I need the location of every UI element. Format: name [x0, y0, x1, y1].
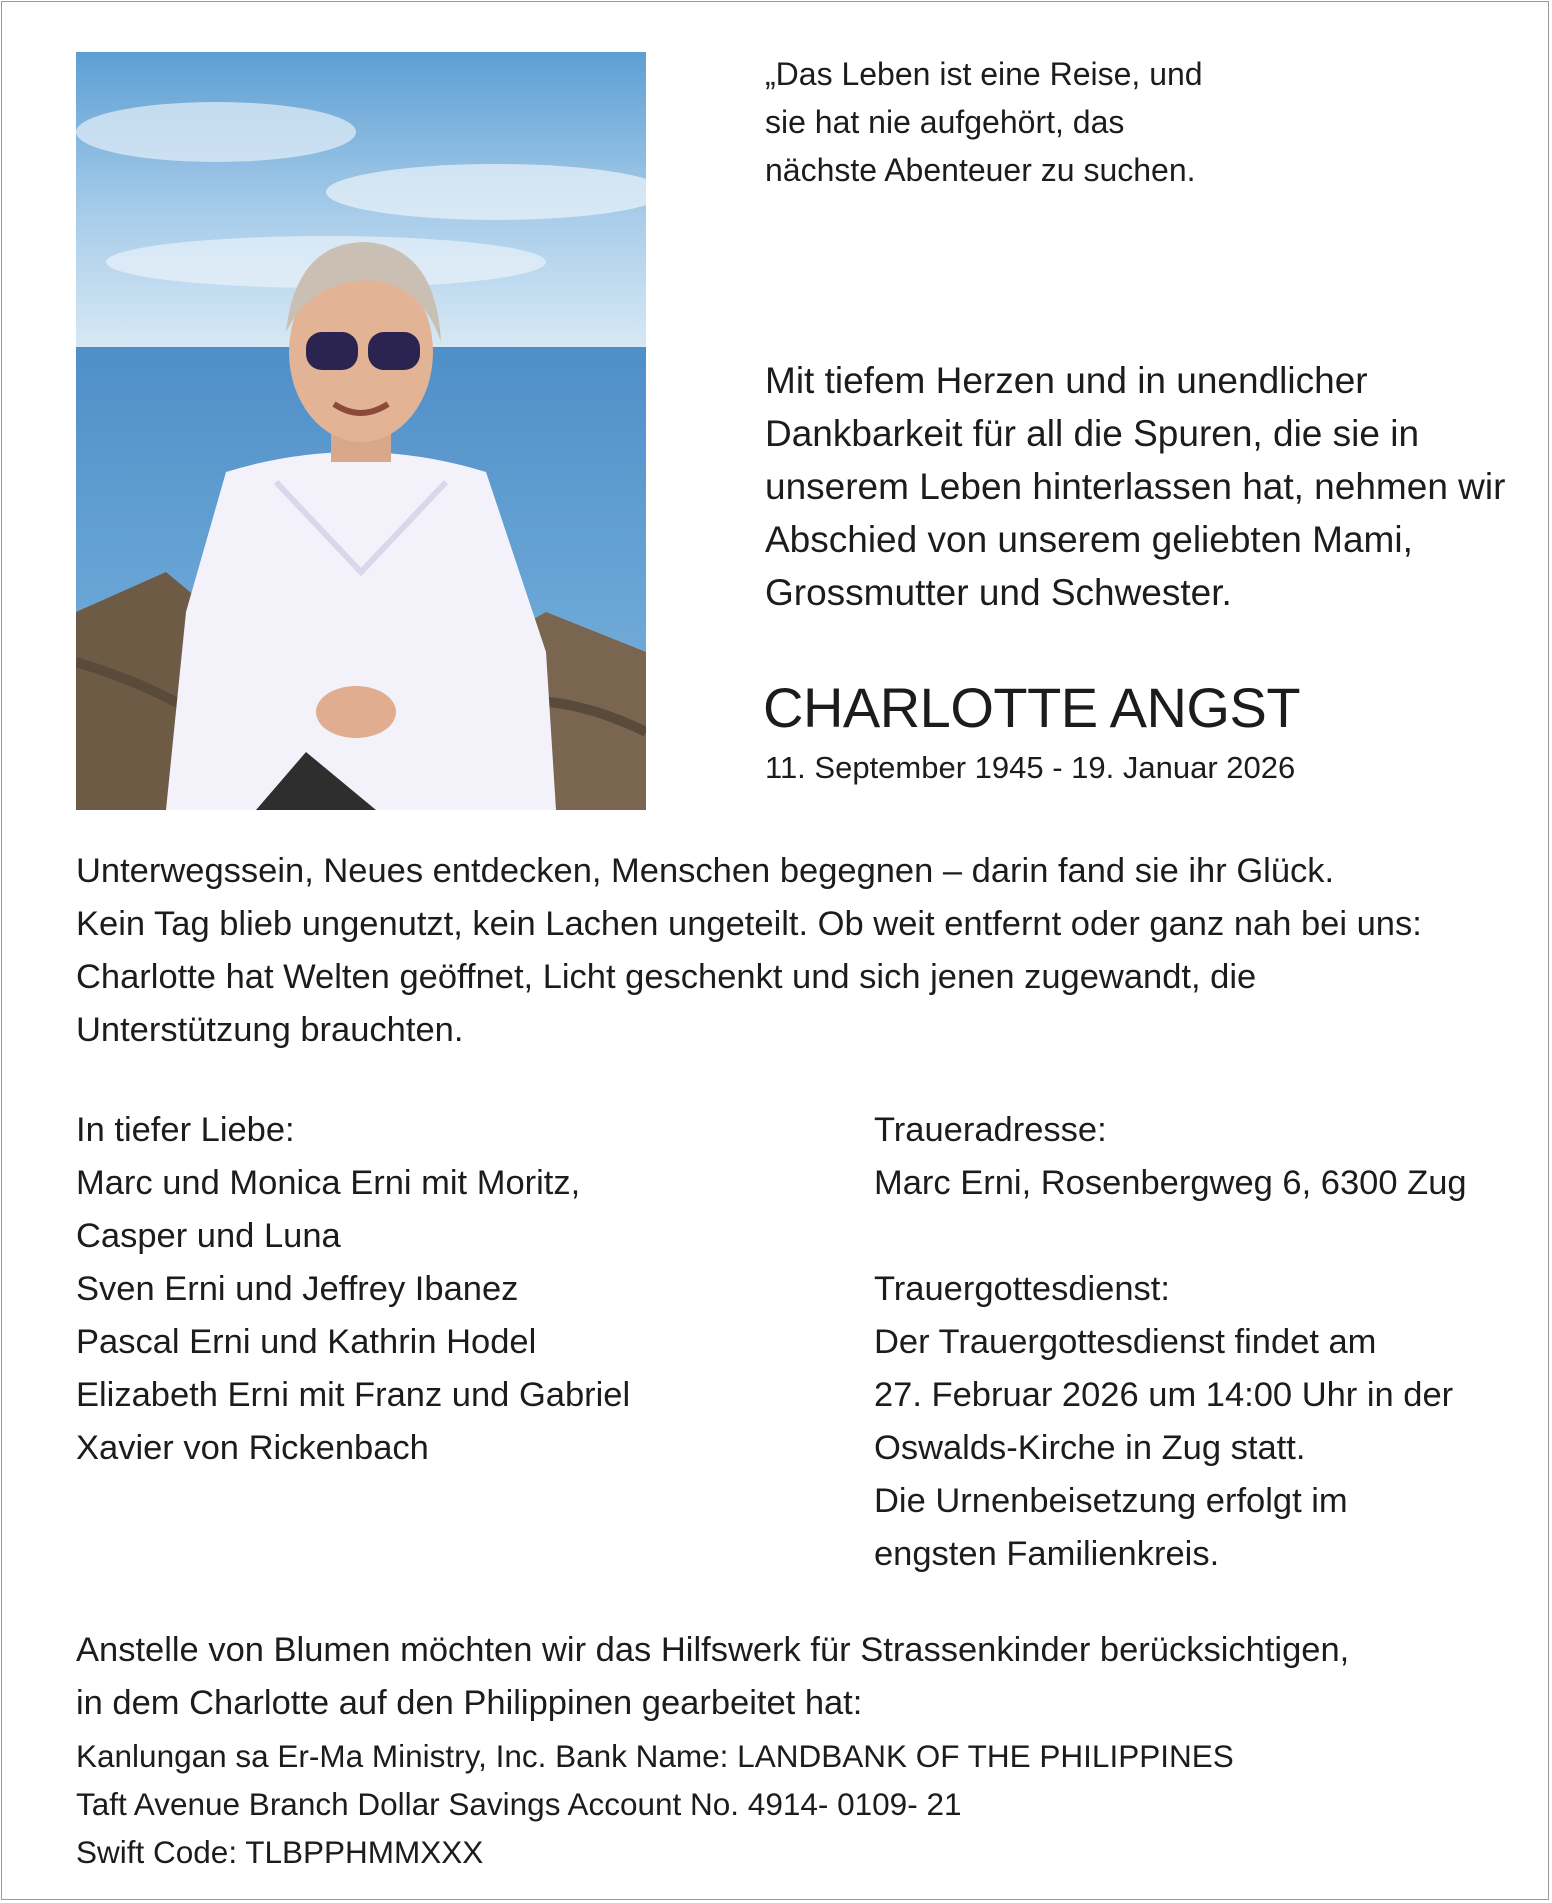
service-line: engsten Familienkreis.: [874, 1535, 1220, 1573]
bank-line: Taft Avenue Branch Dollar Savings Account No. 4914- 0109- 21: [76, 1786, 962, 1822]
tribute-line: Abschied von unserem geliebten Mami,: [765, 519, 1413, 560]
portrait-photo: [76, 52, 646, 810]
service-line: 27. Februar 2026 um 14:00 Uhr in der: [874, 1376, 1454, 1414]
funeral-service: [874, 1263, 1534, 1581]
family-heading: In tiefer Liebe:: [76, 1111, 295, 1149]
tribute-line: Grossmutter und Schwester.: [765, 572, 1232, 613]
family-member: Casper und Luna: [76, 1217, 341, 1255]
service-line: Die Urnenbeisetzung erfolgt im: [874, 1482, 1348, 1520]
family-list: [76, 1104, 796, 1475]
family-member: Pascal Erni und Kathrin Hodel: [76, 1323, 537, 1361]
bank-line: Kanlungan sa Er-Ma Ministry, Inc. Bank Name: LANDBANK OF THE PHILIPPINES: [76, 1738, 1234, 1774]
family-member: Elizabeth Erni mit Franz und Gabriel: [76, 1376, 631, 1414]
tribute-text: [765, 354, 1525, 619]
tribute-line: Mit tiefem Herzen und in unendlicher: [765, 360, 1368, 401]
story-line: Unterwegssein, Neues entdecken, Menschen begegnen – darin fand sie ihr Glück.: [76, 852, 1335, 890]
donation-line: Anstelle von Blumen möchten wir das Hilfswerk für Strassenkinder berücksichtigen,: [76, 1631, 1350, 1669]
story-line: Unterstützung brauchten.: [76, 1011, 464, 1049]
donation-request: [76, 1624, 1536, 1730]
portrait-photo-image: [76, 52, 646, 810]
tribute-line: Dankbarkeit für all die Spuren, die sie in: [765, 413, 1420, 454]
service-heading: Trauergottesdienst:: [874, 1270, 1170, 1308]
opening-quote: [765, 50, 1325, 194]
address-heading: Traueradresse:: [874, 1111, 1107, 1149]
family-member: Marc und Monica Erni mit Moritz,: [76, 1164, 581, 1202]
donation-line: in dem Charlotte auf den Philippinen gearbeitet hat:: [76, 1684, 863, 1722]
tribute-line: unserem Leben hinterlassen hat, nehmen wir: [765, 466, 1506, 507]
mourning-address: [874, 1104, 1534, 1210]
address-value: Marc Erni, Rosenbergweg 6, 6300 Zug: [874, 1164, 1467, 1202]
deceased-name: CHARLOTTE ANGST: [763, 676, 1301, 739]
family-member: Sven Erni und Jeffrey Ibanez: [76, 1270, 519, 1308]
family-member: Xavier von Rickenbach: [76, 1429, 429, 1467]
service-line: Der Trauergottesdienst findet am: [874, 1323, 1377, 1361]
service-line: Oswalds-Kirche in Zug statt.: [874, 1429, 1306, 1467]
story-line: Kein Tag blieb ungenutzt, kein Lachen ungeteilt. Ob weit entfernt oder ganz nah bei uns:: [76, 905, 1422, 943]
quote-line: nächste Abenteuer zu suchen.: [765, 152, 1196, 188]
quote-line: „Das Leben ist eine Reise, und: [765, 56, 1203, 92]
quote-line: sie hat nie aufgehört, das: [765, 104, 1125, 140]
life-story: [76, 845, 1536, 1057]
bank-details: [76, 1732, 1536, 1876]
story-line: Charlotte hat Welten geöffnet, Licht geschenkt und sich jenen zugewandt, die: [76, 958, 1257, 996]
life-dates: 11. September 1945 - 19. Januar 2026: [765, 750, 1296, 785]
bank-line: Swift Code: TLBPPHMMXXX: [76, 1834, 484, 1870]
